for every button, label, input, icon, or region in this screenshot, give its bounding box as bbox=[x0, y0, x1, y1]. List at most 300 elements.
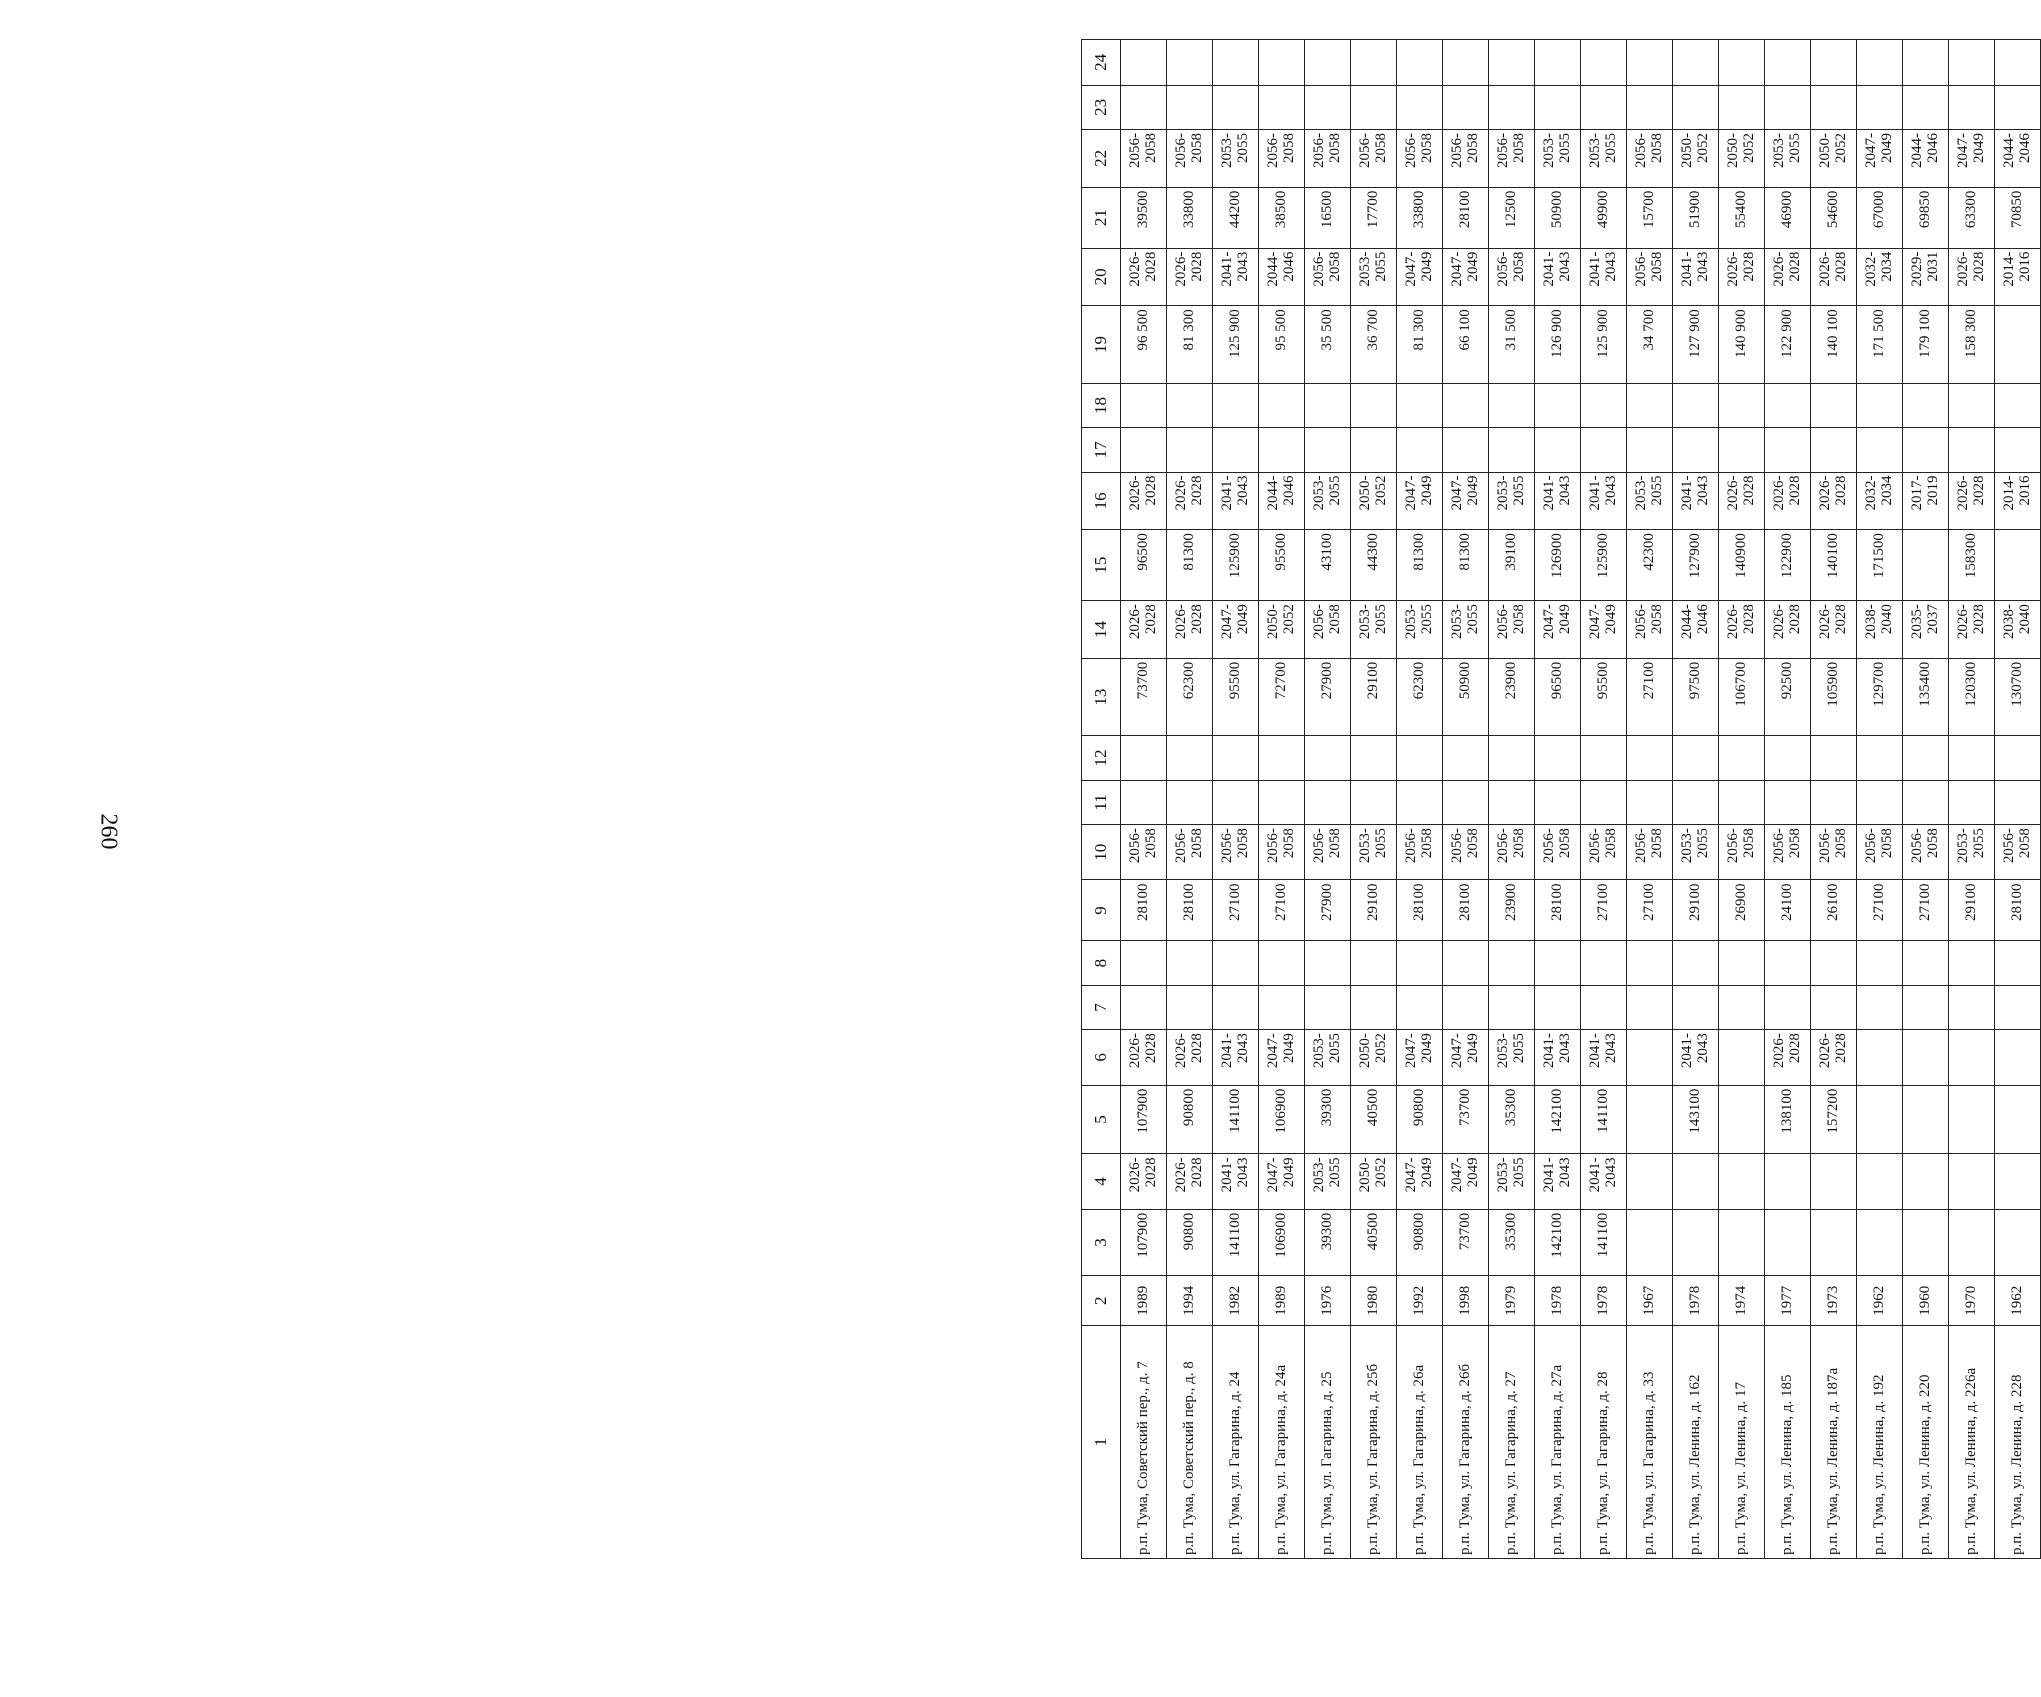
table-cell bbox=[1949, 1085, 1995, 1154]
table-cell: 140100 bbox=[1811, 530, 1857, 601]
table-cell: 34 700 bbox=[1627, 306, 1673, 384]
table-cell: 1962 bbox=[1857, 1276, 1903, 1326]
table-cell: 120300 bbox=[1949, 658, 1995, 736]
table-cell: 2053- 2055 bbox=[1305, 1030, 1351, 1085]
table-cell bbox=[1121, 941, 1167, 985]
table-cell: 42300 bbox=[1627, 530, 1673, 601]
table-cell bbox=[1995, 306, 2041, 384]
table-cell: 2026- 2028 bbox=[1811, 601, 1857, 659]
table-cell: 107900 bbox=[1121, 1209, 1167, 1276]
table-cell bbox=[1627, 1209, 1673, 1276]
table-cell: 2047- 2049 bbox=[1949, 129, 1995, 187]
table-cell: 2056- 2058 bbox=[1627, 248, 1673, 306]
table-cell: 96500 bbox=[1121, 530, 1167, 601]
table-cell bbox=[1765, 1209, 1811, 1276]
table-cell: 2056- 2058 bbox=[1305, 248, 1351, 306]
table-cell bbox=[1765, 383, 1811, 427]
table-row bbox=[1857, 40, 1903, 1559]
table-cell: 2026- 2028 bbox=[1765, 472, 1811, 530]
table-cell bbox=[1949, 85, 1995, 129]
table-cell: 2047- 2049 bbox=[1443, 1154, 1489, 1209]
table-cell bbox=[1581, 428, 1627, 472]
table-cell: 2053- 2055 bbox=[1351, 601, 1397, 659]
table-row bbox=[1213, 40, 1259, 1559]
table-cell: 140 900 bbox=[1719, 306, 1765, 384]
table-cell bbox=[1765, 428, 1811, 472]
table-cell: 2056- 2058 bbox=[1121, 825, 1167, 880]
table-cell: 27100 bbox=[1627, 658, 1673, 736]
table-cell bbox=[1627, 40, 1673, 86]
address-cell: р.п. Тума, ул. Гагарина, д. 26б bbox=[1443, 1326, 1489, 1559]
table-cell: 1978 bbox=[1673, 1276, 1719, 1326]
table-cell bbox=[1949, 1209, 1995, 1276]
table-cell: 2032- 2034 bbox=[1857, 472, 1903, 530]
table-cell bbox=[1535, 428, 1581, 472]
table-cell bbox=[1581, 780, 1627, 824]
table-cell: 141100 bbox=[1213, 1209, 1259, 1276]
table-cell bbox=[1765, 780, 1811, 824]
table-cell: 90800 bbox=[1167, 1209, 1213, 1276]
table-row bbox=[1121, 40, 1167, 1559]
table-cell: 2038- 2040 bbox=[1995, 601, 2041, 659]
table-cell: 2056- 2058 bbox=[1811, 825, 1857, 880]
table-cell: 2041- 2043 bbox=[1673, 248, 1719, 306]
table-cell: 2056- 2058 bbox=[1213, 825, 1259, 880]
table-cell bbox=[1811, 383, 1857, 427]
table-cell bbox=[1673, 985, 1719, 1029]
table-row bbox=[1581, 40, 1627, 1559]
table-cell: 69850 bbox=[1903, 187, 1949, 248]
table-cell: 2047- 2049 bbox=[1397, 1154, 1443, 1209]
table-cell bbox=[1765, 985, 1811, 1029]
table-cell: 90800 bbox=[1397, 1085, 1443, 1154]
table-cell bbox=[1581, 985, 1627, 1029]
table-cell bbox=[1719, 1154, 1765, 1209]
table-cell bbox=[1581, 85, 1627, 129]
table-cell: 1976 bbox=[1305, 1276, 1351, 1326]
table-cell bbox=[1305, 941, 1351, 985]
table-cell: 2044- 2046 bbox=[1903, 129, 1949, 187]
table-cell: 141100 bbox=[1581, 1209, 1627, 1276]
column-header: 18 bbox=[1082, 383, 1121, 427]
page-number: 260 bbox=[95, 813, 122, 850]
table-cell bbox=[1351, 941, 1397, 985]
table-cell bbox=[1949, 383, 1995, 427]
table-cell: 2026- 2028 bbox=[1949, 248, 1995, 306]
table-cell: 2056- 2058 bbox=[1765, 825, 1811, 880]
table-cell: 54600 bbox=[1811, 187, 1857, 248]
table-cell: 27100 bbox=[1857, 880, 1903, 941]
table-cell bbox=[1995, 985, 2041, 1029]
table-cell bbox=[1489, 780, 1535, 824]
table-cell: 2056- 2058 bbox=[1995, 825, 2041, 880]
table-cell bbox=[1167, 780, 1213, 824]
table-cell bbox=[1259, 428, 1305, 472]
table-cell: 107900 bbox=[1121, 1085, 1167, 1154]
column-header: 9 bbox=[1082, 880, 1121, 941]
table-cell bbox=[1719, 985, 1765, 1029]
table-cell: 2056- 2058 bbox=[1489, 248, 1535, 306]
table-cell bbox=[1903, 1209, 1949, 1276]
table-cell bbox=[1305, 40, 1351, 86]
table-cell: 2053- 2055 bbox=[1489, 1154, 1535, 1209]
table-cell: 2041- 2043 bbox=[1535, 248, 1581, 306]
table-cell: 67000 bbox=[1857, 187, 1903, 248]
table-cell bbox=[1857, 985, 1903, 1029]
table-cell bbox=[1903, 736, 1949, 780]
table-cell: 2047- 2049 bbox=[1397, 1030, 1443, 1085]
table-cell: 2056- 2058 bbox=[1397, 129, 1443, 187]
table-cell bbox=[1811, 985, 1857, 1029]
table-cell: 81300 bbox=[1397, 530, 1443, 601]
table-row bbox=[1259, 40, 1305, 1559]
table-cell bbox=[1443, 85, 1489, 129]
table-cell: 1978 bbox=[1581, 1276, 1627, 1326]
table-cell: 39300 bbox=[1305, 1209, 1351, 1276]
table-cell bbox=[1995, 941, 2041, 985]
table-cell bbox=[1949, 941, 1995, 985]
table-row bbox=[1627, 40, 1673, 1559]
table-cell: 39300 bbox=[1305, 1085, 1351, 1154]
table-cell: 2029- 2031 bbox=[1903, 248, 1949, 306]
table-cell bbox=[1673, 85, 1719, 129]
table-cell bbox=[1949, 40, 1995, 86]
table-cell bbox=[1535, 383, 1581, 427]
table-cell bbox=[1535, 985, 1581, 1029]
table-cell: 40500 bbox=[1351, 1209, 1397, 1276]
table-cell bbox=[1397, 85, 1443, 129]
table-cell: 2047- 2049 bbox=[1213, 601, 1259, 659]
table-cell bbox=[1581, 736, 1627, 780]
table-cell bbox=[1811, 1209, 1857, 1276]
table-cell bbox=[1213, 383, 1259, 427]
table-cell bbox=[1121, 985, 1167, 1029]
column-header: 8 bbox=[1082, 941, 1121, 985]
table-cell bbox=[1765, 1154, 1811, 1209]
table-cell: 81 300 bbox=[1397, 306, 1443, 384]
address-cell: р.п. Тума, ул. Ленина, д. 192 bbox=[1857, 1326, 1903, 1559]
table-cell bbox=[1811, 428, 1857, 472]
table-cell: 2044- 2046 bbox=[1995, 129, 2041, 187]
table-cell bbox=[1259, 383, 1305, 427]
table-cell: 2047- 2049 bbox=[1535, 601, 1581, 659]
table-cell: 31 500 bbox=[1489, 306, 1535, 384]
table-cell: 122 900 bbox=[1765, 306, 1811, 384]
table-cell: 2047- 2049 bbox=[1397, 472, 1443, 530]
table-cell bbox=[1995, 780, 2041, 824]
table-cell bbox=[1397, 780, 1443, 824]
table-cell bbox=[1351, 736, 1397, 780]
table-cell: 2044- 2046 bbox=[1673, 601, 1719, 659]
table-cell bbox=[1811, 40, 1857, 86]
table-cell: 2041- 2043 bbox=[1535, 1030, 1581, 1085]
table-cell: 15700 bbox=[1627, 187, 1673, 248]
address-cell: р.п. Тума, ул. Гагарина, д. 27 bbox=[1489, 1326, 1535, 1559]
column-header: 22 bbox=[1082, 129, 1121, 187]
table-cell: 28100 bbox=[1397, 880, 1443, 941]
table-cell bbox=[1443, 780, 1489, 824]
table-cell: 2038- 2040 bbox=[1857, 601, 1903, 659]
table-cell bbox=[1903, 780, 1949, 824]
table-cell: 50900 bbox=[1535, 187, 1581, 248]
table-cell bbox=[1167, 40, 1213, 86]
table-cell: 106900 bbox=[1259, 1085, 1305, 1154]
table-cell bbox=[1121, 383, 1167, 427]
column-header: 4 bbox=[1082, 1154, 1121, 1209]
table-cell: 2026- 2028 bbox=[1719, 472, 1765, 530]
table-cell: 49900 bbox=[1581, 187, 1627, 248]
table-cell: 12500 bbox=[1489, 187, 1535, 248]
table-cell: 2050- 2052 bbox=[1351, 1030, 1397, 1085]
table-cell bbox=[1121, 780, 1167, 824]
table-cell bbox=[1673, 383, 1719, 427]
table-cell: 43100 bbox=[1305, 530, 1351, 601]
address-cell: р.п. Тума, Советский пер., д. 7 bbox=[1121, 1326, 1167, 1559]
table-cell: 95500 bbox=[1581, 658, 1627, 736]
table-cell: 36 700 bbox=[1351, 306, 1397, 384]
address-cell: р.п. Тума, ул. Гагарина, д. 25 bbox=[1305, 1326, 1351, 1559]
table-cell: 129700 bbox=[1857, 658, 1903, 736]
table-cell: 2056- 2058 bbox=[1443, 825, 1489, 880]
table-cell: 2056- 2058 bbox=[1259, 825, 1305, 880]
table-cell bbox=[1443, 736, 1489, 780]
table-cell: 2026- 2028 bbox=[1811, 1030, 1857, 1085]
table-cell: 2056- 2058 bbox=[1903, 825, 1949, 880]
table-cell: 1980 bbox=[1351, 1276, 1397, 1326]
table-cell bbox=[1213, 780, 1259, 824]
table-cell: 2056- 2058 bbox=[1121, 129, 1167, 187]
table-cell: 29100 bbox=[1949, 880, 1995, 941]
table-cell: 2056- 2058 bbox=[1857, 825, 1903, 880]
table-cell: 158 300 bbox=[1949, 306, 1995, 384]
table-cell bbox=[1627, 1154, 1673, 1209]
table-cell: 2053- 2055 bbox=[1443, 601, 1489, 659]
column-header: 24 bbox=[1082, 40, 1121, 86]
table-cell bbox=[1535, 941, 1581, 985]
address-cell: р.п. Тума, ул. Гагарина, д. 27а bbox=[1535, 1326, 1581, 1559]
table-cell bbox=[1535, 780, 1581, 824]
table-cell: 126 900 bbox=[1535, 306, 1581, 384]
table-cell bbox=[1351, 40, 1397, 86]
table-row bbox=[1167, 40, 1213, 1559]
table-cell: 2041- 2043 bbox=[1213, 1154, 1259, 1209]
table-cell: 2056- 2058 bbox=[1305, 129, 1351, 187]
table-cell: 2032- 2034 bbox=[1857, 248, 1903, 306]
table-cell bbox=[1627, 1030, 1673, 1085]
table-cell: 2056- 2058 bbox=[1489, 601, 1535, 659]
table-cell bbox=[1397, 383, 1443, 427]
table-cell: 26100 bbox=[1811, 880, 1857, 941]
table-cell bbox=[1627, 780, 1673, 824]
table-cell: 2014- 2016 bbox=[1995, 472, 2041, 530]
table-cell: 73700 bbox=[1121, 658, 1167, 736]
table-cell bbox=[1351, 383, 1397, 427]
table-cell bbox=[1857, 1154, 1903, 1209]
table-cell bbox=[1673, 1154, 1719, 1209]
table-cell bbox=[1719, 780, 1765, 824]
table-cell: 90800 bbox=[1397, 1209, 1443, 1276]
table-cell: 2053- 2055 bbox=[1305, 472, 1351, 530]
table-cell: 2056- 2058 bbox=[1535, 825, 1581, 880]
table-cell: 2047- 2049 bbox=[1581, 601, 1627, 659]
table-cell: 2026- 2028 bbox=[1121, 1030, 1167, 1085]
table-cell: 2026- 2028 bbox=[1765, 248, 1811, 306]
table-cell bbox=[1305, 736, 1351, 780]
table-cell bbox=[1305, 85, 1351, 129]
table-cell bbox=[1627, 428, 1673, 472]
table-cell: 106900 bbox=[1259, 1209, 1305, 1276]
table-row bbox=[1811, 40, 1857, 1559]
table-cell: 70850 bbox=[1995, 187, 2041, 248]
table-row bbox=[1995, 40, 2041, 1559]
table-cell: 62300 bbox=[1397, 658, 1443, 736]
table-cell: 2035- 2037 bbox=[1903, 601, 1949, 659]
column-header: 15 bbox=[1082, 530, 1121, 601]
table-cell: 2026- 2028 bbox=[1811, 472, 1857, 530]
table-cell: 28100 bbox=[1535, 880, 1581, 941]
table-cell: 2050- 2052 bbox=[1351, 1154, 1397, 1209]
table-cell: 17700 bbox=[1351, 187, 1397, 248]
table-row bbox=[1443, 40, 1489, 1559]
table-cell: 2026- 2028 bbox=[1719, 601, 1765, 659]
table-cell bbox=[1305, 985, 1351, 1029]
table-cell: 2026- 2028 bbox=[1949, 472, 1995, 530]
table-cell: 125 900 bbox=[1213, 306, 1259, 384]
table-cell bbox=[1995, 1209, 2041, 1276]
table-cell: 66 100 bbox=[1443, 306, 1489, 384]
table-cell: 138100 bbox=[1765, 1085, 1811, 1154]
table-cell bbox=[1995, 1030, 2041, 1085]
table-cell bbox=[1857, 428, 1903, 472]
table-cell bbox=[1121, 428, 1167, 472]
table-cell: 2050- 2052 bbox=[1351, 472, 1397, 530]
address-cell: р.п. Тума, ул. Ленина, д. 185 bbox=[1765, 1326, 1811, 1559]
table-cell bbox=[1627, 85, 1673, 129]
table-cell bbox=[1397, 941, 1443, 985]
table-cell bbox=[1995, 383, 2041, 427]
table-cell: 81 300 bbox=[1167, 306, 1213, 384]
table-cell: 27900 bbox=[1305, 658, 1351, 736]
table-cell: 2053- 2055 bbox=[1765, 129, 1811, 187]
address-cell: р.п. Тума, ул. Гагарина, д. 25б bbox=[1351, 1326, 1397, 1559]
table-cell bbox=[1857, 736, 1903, 780]
table-cell: 1989 bbox=[1259, 1276, 1305, 1326]
table-cell: 72700 bbox=[1259, 658, 1305, 736]
table-cell bbox=[1903, 1154, 1949, 1209]
column-header: 16 bbox=[1082, 472, 1121, 530]
table-cell: 2026- 2028 bbox=[1121, 601, 1167, 659]
table-cell: 2047- 2049 bbox=[1857, 129, 1903, 187]
table-cell: 171500 bbox=[1857, 530, 1903, 601]
table-cell bbox=[1581, 383, 1627, 427]
table-cell: 2050- 2052 bbox=[1719, 129, 1765, 187]
table-cell: 95500 bbox=[1213, 658, 1259, 736]
table-cell bbox=[1719, 1085, 1765, 1154]
table-cell bbox=[1581, 941, 1627, 985]
table-cell: 92500 bbox=[1765, 658, 1811, 736]
table-cell bbox=[1811, 736, 1857, 780]
table-cell: 2047- 2049 bbox=[1259, 1030, 1305, 1085]
table-cell: 95 500 bbox=[1259, 306, 1305, 384]
column-header: 17 bbox=[1082, 428, 1121, 472]
table-cell bbox=[1903, 530, 1949, 601]
address-cell: р.п. Тума, Советский пер., д. 8 bbox=[1167, 1326, 1213, 1559]
table-cell: 2026- 2028 bbox=[1765, 1030, 1811, 1085]
table-cell: 1974 bbox=[1719, 1276, 1765, 1326]
table-cell bbox=[1259, 941, 1305, 985]
address-cell: р.п. Тума, ул. Ленина, д. 220 bbox=[1903, 1326, 1949, 1559]
table-cell bbox=[1167, 736, 1213, 780]
table-cell bbox=[1167, 941, 1213, 985]
address-cell: р.п. Тума, ул. Ленина, д. 187а bbox=[1811, 1326, 1857, 1559]
column-header: 10 bbox=[1082, 825, 1121, 880]
address-cell: р.п. Тума, ул. Ленина, д. 162 bbox=[1673, 1326, 1719, 1559]
table-cell: 143100 bbox=[1673, 1085, 1719, 1154]
table-cell bbox=[1305, 428, 1351, 472]
table-cell: 2056- 2058 bbox=[1167, 825, 1213, 880]
table-cell: 140900 bbox=[1719, 530, 1765, 601]
table-cell bbox=[1535, 85, 1581, 129]
table-cell bbox=[1673, 1209, 1719, 1276]
table-cell bbox=[1627, 383, 1673, 427]
table-cell bbox=[1857, 1085, 1903, 1154]
table-cell: 1989 bbox=[1121, 1276, 1167, 1326]
table-cell: 50900 bbox=[1443, 658, 1489, 736]
table-cell bbox=[1903, 985, 1949, 1029]
table-cell: 27100 bbox=[1627, 880, 1673, 941]
table-cell bbox=[1949, 428, 1995, 472]
table-cell bbox=[1489, 40, 1535, 86]
table-cell bbox=[1259, 40, 1305, 86]
table-cell bbox=[1995, 530, 2041, 601]
table-cell: 38500 bbox=[1259, 187, 1305, 248]
table-cell: 135400 bbox=[1903, 658, 1949, 736]
table-cell: 1979 bbox=[1489, 1276, 1535, 1326]
table-cell: 2041- 2043 bbox=[1673, 1030, 1719, 1085]
table-cell: 142100 bbox=[1535, 1209, 1581, 1276]
table-cell: 95500 bbox=[1259, 530, 1305, 601]
table-row bbox=[1673, 40, 1719, 1559]
table-cell bbox=[1443, 941, 1489, 985]
address-cell: р.п. Тума, ул. Гагарина, д. 26а bbox=[1397, 1326, 1443, 1559]
table-cell: 96 500 bbox=[1121, 306, 1167, 384]
table-row bbox=[1489, 40, 1535, 1559]
table-cell: 2041- 2043 bbox=[1535, 1154, 1581, 1209]
table-cell: 2056- 2058 bbox=[1351, 129, 1397, 187]
table-cell: 158300 bbox=[1949, 530, 1995, 601]
table-cell: 46900 bbox=[1765, 187, 1811, 248]
table-cell: 2047- 2049 bbox=[1259, 1154, 1305, 1209]
address-cell: р.п. Тума, ул. Гагарина, д. 28 bbox=[1581, 1326, 1627, 1559]
table-cell: 2056- 2058 bbox=[1305, 825, 1351, 880]
table-cell: 2056- 2058 bbox=[1489, 825, 1535, 880]
table-cell: 2044- 2046 bbox=[1259, 248, 1305, 306]
table-cell bbox=[1121, 736, 1167, 780]
table-cell: 125 900 bbox=[1581, 306, 1627, 384]
table-row bbox=[1903, 40, 1949, 1559]
table-cell: 27100 bbox=[1581, 880, 1627, 941]
table-cell: 2026- 2028 bbox=[1167, 601, 1213, 659]
address-cell: р.п. Тума, ул. Ленина, д. 228 bbox=[1995, 1326, 2041, 1559]
table-cell: 2056- 2058 bbox=[1627, 601, 1673, 659]
table-cell bbox=[1811, 780, 1857, 824]
table-cell bbox=[1857, 85, 1903, 129]
table-cell: 2050- 2052 bbox=[1811, 129, 1857, 187]
table-cell: 1970 bbox=[1949, 1276, 1995, 1326]
column-header: 14 bbox=[1082, 601, 1121, 659]
table-cell: 141100 bbox=[1213, 1085, 1259, 1154]
table-cell: 2050- 2052 bbox=[1259, 601, 1305, 659]
